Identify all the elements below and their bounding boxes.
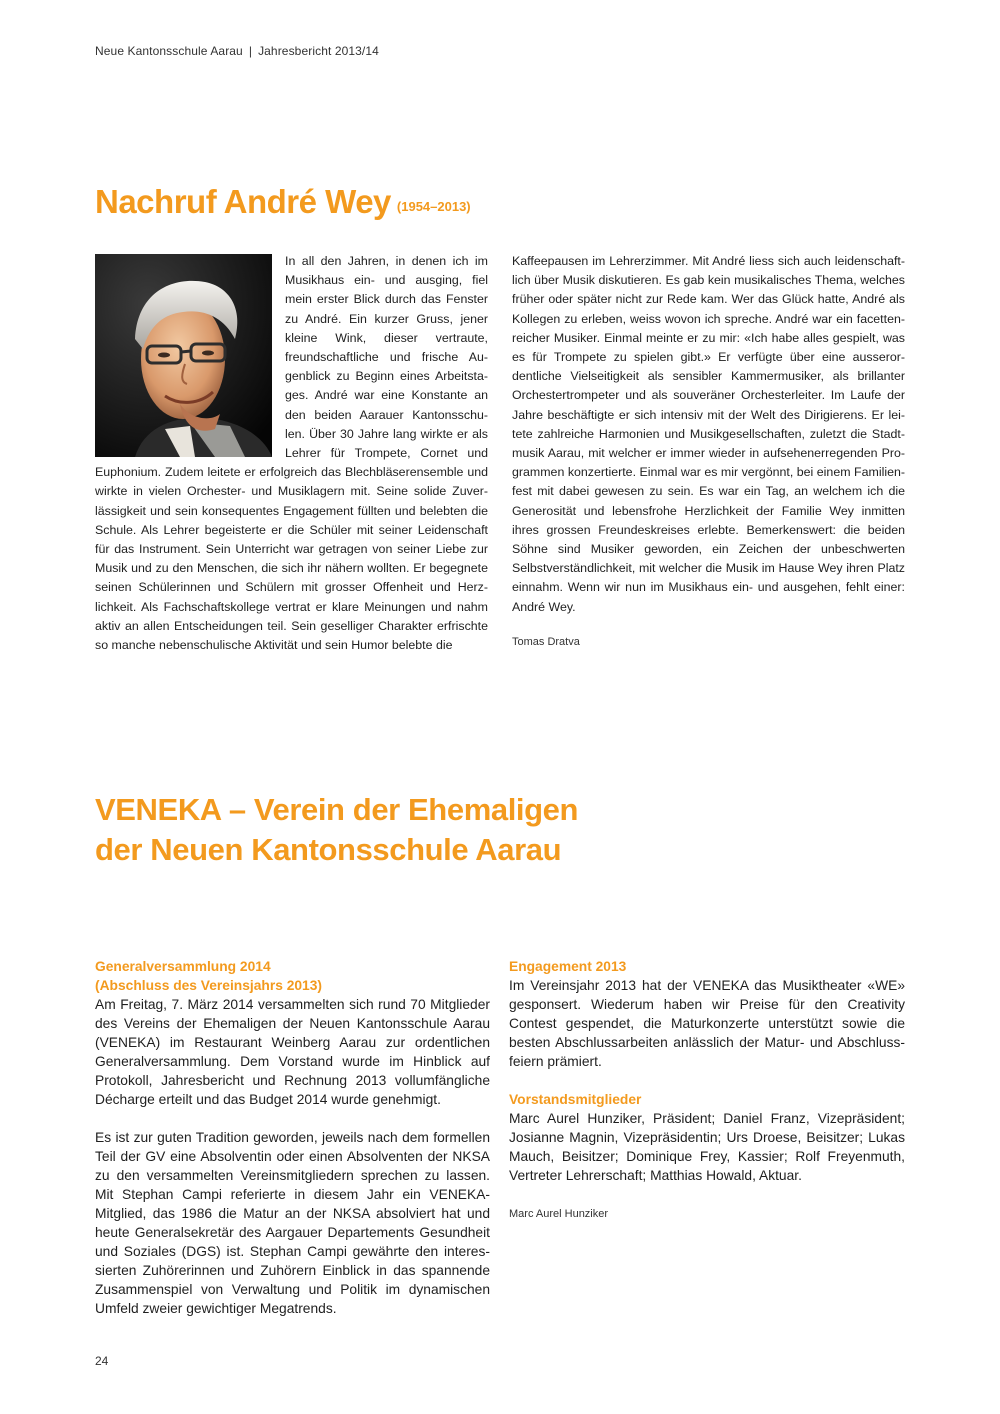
header-school: Neue Kantonsschule Aarau <box>95 44 243 58</box>
veneka-title <box>95 790 795 870</box>
gv-heading <box>95 957 490 995</box>
gv-heading-line1: Generalversammlung 2014 <box>95 959 271 974</box>
portrait-photo <box>95 254 272 457</box>
obituary-author: Tomas Dratva <box>512 636 580 648</box>
header-separator: | <box>248 44 253 58</box>
obituary-years: (1954–2013) <box>396 199 471 214</box>
obituary-title <box>95 182 471 222</box>
engagement-heading: Engagement 2013 <box>509 959 627 974</box>
running-header <box>95 44 379 58</box>
veneka-column-right <box>509 957 905 1185</box>
page-number: 24 <box>95 1354 109 1368</box>
veneka-title-line2: der Neuen Kantonsschule Aarau <box>95 832 562 867</box>
obituary-text-right: Kaffeepausen im Lehrerzimmer. Mit André liess sich auch leidenschaftlich über Musik diskutieren. Es gab kein musikalisches Thema, welches früher oder später nicht zur Rede kam. Wer das Glück hatte, André als Kollegen zu erleben, weiss wovon ich spreche. André war ein facettenreicher Musiker. Einmal meinte er zu mir: «Ich habe alles gespielt, was es für Trompete zu spielen gibt.» Er verfügte über eine ausserordentliche Vielseitigkeit als sensibler Kammermusiker, als brillanter Orchestertrompeter und als souveräner Orchesterleiter. Im Laufe der Jahre beschäftigte er sich intensiv mit der Welt des Dirigierens. Er leitete zahlreiche Harmonien und Musikgesellschaften, zuletzt die Stadtmusik Aarau, mit welcher er immer wieder in aufsehenerregenden Programmen konzertierte. Einmal war es mir vergönnt, bei einem Familienfest mit dabei gewesen zu sein. Es war ein Tag, an welchem ich die Generosität und lebensfrohe Herzlichkeit der Familie Wey inmitten ihres grossen Freundeskreises erlebte. Bemerkenswert: die beiden Söhne sind Musiker geworden, ein Zeichen der unbeschwerten Selbstverständlichkeit, mit welcher die Musik im Hause Wey ihren Platz einnahm. Wenn wir nun im Musikhaus ein- und ausgehen, fehlt einer: André Wey. <box>512 254 905 614</box>
board-heading: Vorstandsmitglieder <box>509 1092 642 1107</box>
gv-paragraph-1: Am Freitag, 7. März 2014 versammelten sich rund 70 Mitglieder des Vereins der Ehemaligen der Neuen Kantonsschule Aarau (VENEKA) im Restaurant Weinberg Aarau zur ordentlichen Generalversammlung. Dem Vorstand wurde im Hinblick auf Protokoll, Jahresbericht und Rechnung 2013 vollumfängliche Décharge erteilt und das Budget 2014 wurde genehmigt. <box>95 997 490 1107</box>
obituary-text-left: In all den Jahren, in denen ich im Musikhaus ein- und ausging, fiel mein erster Blick durch das Fenster zu André. Ein kurzer Gruss, jener kleine Wink, dieser vertraute, freundschaftliche und frische Augenblick zu Beginn eines Arbeitstages. André war eine Konstante an den beiden Aarauer Kantonsschulen. Über 30 Jahre lang wirkte er als Lehrer für Trompete, Cornet und Euphonium. Zudem leitete er erfolgreich das Blechbläserensemble und wirkte in vielen Orchester- und Musiklagern mit. Seine solide Zuverlässigkeit und sein konsequentes Engagement füllten und belebten die Schule. Als Lehrer begeisterte er die Schüler mit seiner Leidenschaft für das Instrument. Sein Unterricht war getragen von seiner Liebe zur Musik und zu den Menschen, die sich ihr nähern wollten. Er begegnete seinen Schülerinnen und Schülern mit grosser Offenheit und Herzlichkeit. Als Fachschaftskollege vertrat er klare Meinungen und nahm aktiv an allen Entscheidungen teil. Sein geselliger Charakter erfrischte so manche nebenschulische Aktivität und sein Humor belebte die <box>95 254 488 653</box>
obituary-column-left <box>95 252 488 655</box>
board-paragraph: Marc Aurel Hunziker, Präsident; Daniel Franz, Vizepräsident; Josianne Magnin, Vizepräsidentin; Urs Droese, Beisitzer; Lukas Mauch, Beisitzer; Dominique Frey, Kassier; Rolf Freyenmuth, Vertreter Lehrerschaft; Matthias Howald, Aktuar. <box>509 1111 905 1183</box>
gv-heading-line2: (Abschluss des Vereinsjahrs 2013) <box>95 978 322 993</box>
engagement-paragraph: Im Vereinsjahr 2013 hat der VENEKA das Musiktheater «WE» gesponsert. Wiederum haben wir Preise für den Creativity Contest gespendet, die Maturkonzerte unterstützt sowie die besten Abschlussarbeiten anlässlich der Matur- und Abschlussfeiern prämiert. <box>509 978 905 1069</box>
obituary-title-text: Nachruf André Wey <box>95 183 391 220</box>
veneka-column-left <box>95 957 490 1318</box>
veneka-title-line1: VENEKA – Verein der Ehemaligen <box>95 792 579 827</box>
gv-paragraph-2: Es ist zur guten Tradition geworden, jeweils nach dem formellen Teil der GV eine Absolventin oder einen Absolventen der NKSA zu den versammelten Vereinsmitgliedern sprechen zu lassen. Mit Stephan Campi referierte in diesem Jahr ein VENEKA-Mitglied, das 1986 die Matur an der NKSA absolviert hat und heute Generalsekretär des Aargauer Departements Gesundheit und Soziales (DGS) ist. Stephan Campi gewährte den interessierten Zuhörerinnen und Zuhörern Einblick in das spannende Zusammenspiel von Verwaltung und Politik im dynamischen Umfeld zweier gewichtiger Megatrends. <box>95 1130 490 1316</box>
header-report: Jahresbericht 2013/14 <box>258 44 379 58</box>
veneka-author: Marc Aurel Hunziker <box>509 1208 609 1220</box>
obituary-column-right <box>512 252 905 617</box>
